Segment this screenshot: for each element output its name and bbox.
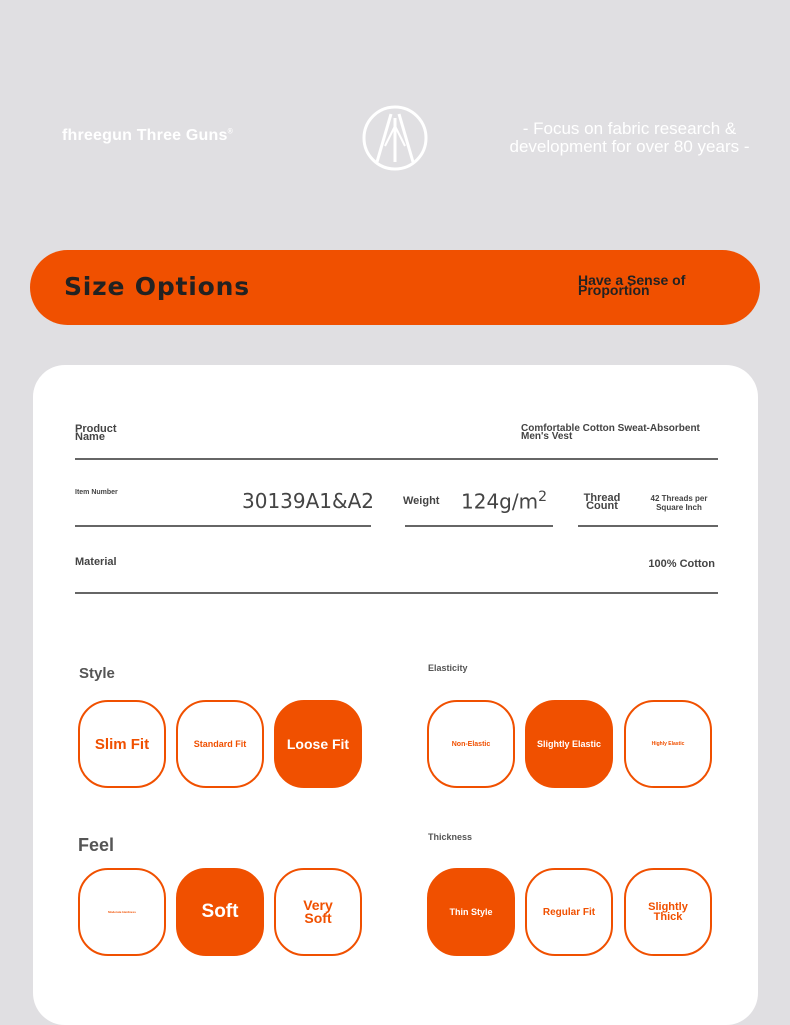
option-label: Slightly Elastic (536, 738, 602, 749)
thread-count-label: Thread Count (583, 492, 621, 512)
tagline: - Focus on fabric research & development for over 80 years - (509, 119, 750, 156)
option-label: Very Soft (303, 897, 333, 926)
teepee-logo-icon (361, 104, 429, 172)
elasticity-option-highly-elastic[interactable] (624, 700, 712, 788)
divider (405, 525, 553, 527)
option-label: Regular Fit (542, 906, 596, 918)
product-name-value: Comfortable Cotton Sweat-Absorbent Men's Vest (521, 423, 700, 442)
banner-subtitle: Have a Sense of Proportion (578, 272, 686, 298)
weight-unit-exponent: 2 (538, 489, 548, 505)
option-label: Highly Elastic (651, 741, 685, 747)
option-label: Loose Fit (286, 735, 350, 752)
weight-number: 124g/m (461, 489, 539, 514)
header (0, 0, 790, 240)
option-label: Non-Elastic (451, 740, 491, 748)
thickness-option-regular-fit[interactable] (525, 868, 613, 956)
elasticity-option-non-elastic[interactable] (427, 700, 515, 788)
thickness-option-slightly-thick[interactable] (624, 868, 712, 956)
material-label: Material (75, 556, 117, 568)
divider (75, 525, 371, 527)
material-value: 100% Cotton (648, 558, 715, 570)
brand-text: fhreegun Three Guns (62, 127, 228, 144)
thread-count-value: 42 Threads per Square Inch (650, 494, 708, 512)
divider (578, 525, 718, 527)
feel-option-soft[interactable] (176, 868, 264, 956)
elasticity-option-slightly-elastic[interactable] (525, 700, 613, 788)
style-option-slim-fit[interactable] (78, 700, 166, 788)
item-number-value: 30139A1&A2 (242, 489, 375, 513)
weight-value (461, 489, 547, 514)
thickness-title: Thickness (428, 832, 473, 842)
option-label: Slim Fit (94, 735, 150, 753)
thickness-option-thin-style[interactable] (427, 868, 515, 956)
style-option-standard-fit[interactable] (176, 700, 264, 788)
divider (75, 458, 718, 460)
option-label: Slightly Thick (648, 901, 688, 923)
feel-option-moderate-hardness[interactable] (78, 868, 166, 956)
feel-option-very-soft[interactable] (274, 868, 362, 956)
weight-label: Weight (403, 495, 440, 507)
registered-mark: ® (227, 128, 233, 136)
style-option-loose-fit[interactable] (274, 700, 362, 788)
option-label: Soft (201, 901, 239, 922)
elasticity-title: Elasticity (428, 663, 468, 673)
item-number-label: Item Number (75, 489, 118, 496)
spec-card (33, 365, 758, 1025)
divider (75, 592, 718, 594)
brand-name (62, 127, 233, 145)
option-label: Moderate Hardness (108, 910, 136, 914)
style-title: Style (79, 665, 115, 682)
feel-title: Feel (78, 835, 115, 855)
size-options-banner (30, 250, 760, 325)
option-label: Thin Style (449, 907, 493, 917)
banner-title: Size Options (64, 272, 250, 301)
product-name-label: Product Name (75, 423, 117, 443)
option-label: Standard Fit (193, 739, 247, 749)
